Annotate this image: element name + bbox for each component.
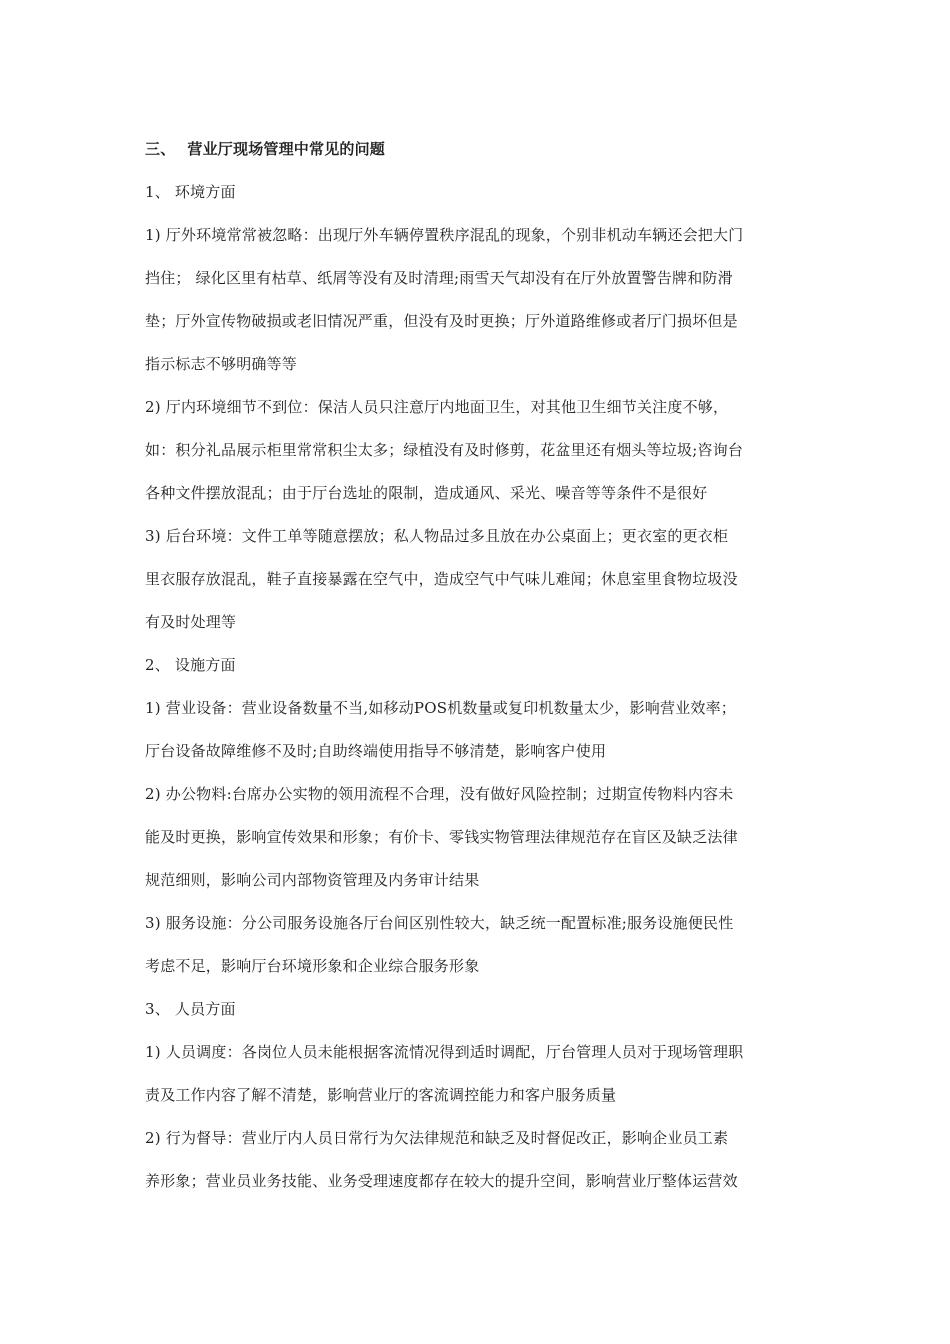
text-line: 厅台设备故障维修不及时;自助终端使用指导不够清楚，影响客户使用 — [145, 742, 607, 760]
text-line: 1) 厅外环境常常被忽略：出现厅外车辆停置秩序混乱的现象，个别非机动车辆还会把大门 — [145, 226, 744, 244]
text-line: 责及工作内容了解不清楚，影响营业厅的客流调控能力和客户服务质量 — [145, 1086, 617, 1104]
text-line: 能及时更换，影响宣传效果和形象；有价卡、零钱实物管理法律规范存在盲区及缺乏法律 — [145, 828, 738, 846]
paragraph-lines — [145, 171, 810, 1203]
text-line: 里衣服存放混乱，鞋子直接暴露在空气中，造成空气中气味儿难闻；休息室里食物垃圾没 — [145, 570, 738, 588]
text-line: 1) 营业设备：营业设备数量不当,如移动POS机数量或复印机数量太少，影响营业效率； — [145, 699, 737, 717]
text-line: 垫；厅外宣传物破损或老旧情况严重，但没有及时更换；厅外道路维修或者厅门损坏但是 — [145, 312, 738, 330]
heading-number: 三、 — [145, 140, 176, 158]
document-body — [145, 128, 810, 1203]
text-line: 1) 人员调度：各岗位人员未能根据客流情况得到适时调配，厅台管理人员对于现场管理职 — [145, 1043, 744, 1061]
text-line: 2) 办公物料:台席办公实物的领用流程不合理，没有做好风险控制；过期宣传物料内容未 — [145, 785, 734, 803]
text-line: 有及时处理等 — [145, 613, 237, 631]
subsection-title: 1、 环境方面 — [145, 183, 236, 201]
text-line: 2) 厅内环境细节不到位：保洁人员只注意厅内地面卫生，对其他卫生细节关注度不够， — [145, 398, 729, 416]
text-line: 指示标志不够明确等等 — [145, 355, 298, 373]
section-heading — [145, 128, 810, 171]
text-line: 考虑不足，影响厅台环境形象和企业综合服务形象 — [145, 957, 480, 975]
text-line: 3) 服务设施：分公司服务设施各厅台间区别性较大，缺乏统一配置标准;服务设施便民性 — [145, 914, 734, 932]
heading-text: 营业厅现场管理中常见的问题 — [187, 140, 386, 158]
text-line: 3) 后台环境：文件工单等随意摆放；私人物品过多且放在办公桌面上；更衣室的更衣柜 — [145, 527, 729, 545]
text-line: 规范细则，影响公司内部物资管理及内务审计结果 — [145, 871, 480, 889]
text-line: 如：积分礼品展示柜里常常积尘太多；绿植没有及时修剪，花盆里还有烟头等垃圾;咨询台 — [145, 441, 744, 459]
subsection-title: 2、 设施方面 — [145, 656, 236, 674]
text-line: 2) 行为督导：营业厅内人员日常行为欠法律规范和缺乏及时督促改正，影响企业员工素 — [145, 1129, 729, 1147]
subsection-title: 3、 人员方面 — [145, 1000, 236, 1018]
text-line: 挡住； 绿化区里有枯草、纸屑等没有及时清理;雨雪天气却没有在厅外放置警告牌和防滑 — [145, 269, 733, 287]
text-line: 各种文件摆放混乱；由于厅台选址的限制，造成通风、采光、噪音等等条件不是很好 — [145, 484, 708, 502]
text-line: 养形象；营业员业务技能、业务受理速度都存在较大的提升空间，影响营业厅整体运营效 — [145, 1172, 738, 1190]
